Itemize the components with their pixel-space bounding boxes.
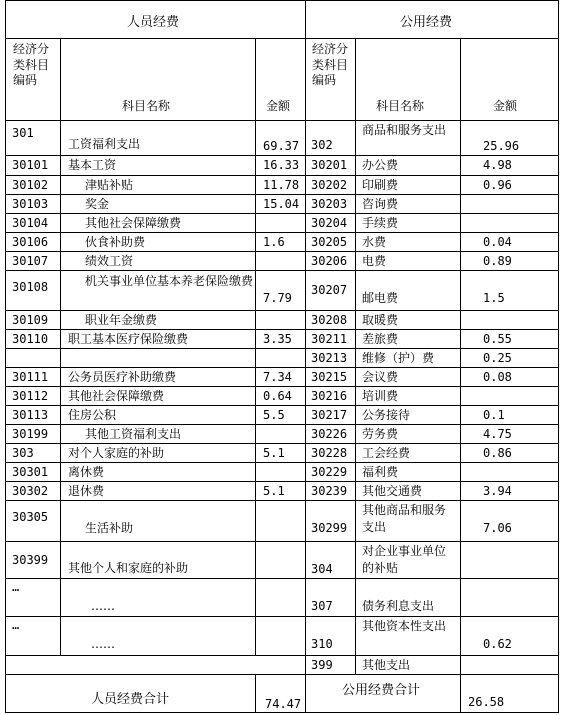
left-row-code: 30302 — [12, 484, 49, 498]
left-row-name: 退休费 — [68, 484, 105, 498]
left-row-name: 其他个人和家庭的补助 — [68, 561, 189, 575]
left-row-name: 奖金 — [85, 197, 110, 211]
grid-line — [305, 674, 559, 675]
grid-line — [305, 541, 559, 542]
left-row-code: 30305 — [12, 510, 49, 524]
grid-line — [5, 443, 306, 444]
grid-line — [5, 155, 306, 156]
grid-line — [305, 194, 559, 195]
grid-line — [305, 310, 559, 311]
right-row-amount: 0.55 — [483, 332, 512, 346]
grid-line — [5, 578, 306, 579]
left-row-amount: 11.78 — [263, 178, 300, 192]
left-row-name: 职业年金缴费 — [85, 313, 158, 327]
left-row-amount: 1.6 — [263, 235, 285, 249]
left-row-code: 30103 — [12, 197, 49, 211]
right-row-code: 399 — [311, 658, 333, 672]
left-row-name: 其他工资福利支出 — [85, 427, 182, 441]
right-row-amount: 0.86 — [483, 446, 512, 460]
grid-line — [255, 674, 256, 713]
right-row-name: 办公费 — [362, 158, 399, 172]
left-row-code: 30113 — [12, 408, 49, 422]
right-row-code: 30206 — [311, 254, 348, 268]
grid-line — [5, 251, 306, 252]
right-row-code: 30201 — [311, 158, 348, 172]
grid-line — [255, 38, 256, 656]
left-row-name: 其他社会保障缴费 — [68, 389, 165, 403]
right-row-code: 30228 — [311, 446, 348, 460]
right-row-name: 其他支出 — [362, 658, 411, 672]
grid-line — [5, 120, 306, 121]
left-row-name: 离休费 — [68, 465, 105, 479]
right-row-name: 维修（护）费 — [362, 351, 435, 365]
left-row-code: 30301 — [12, 465, 49, 479]
grid-line — [5, 0, 6, 713]
grid-line — [5, 481, 306, 482]
grid-line — [5, 405, 306, 406]
grid-line — [305, 367, 559, 368]
left-row-code: 301 — [12, 126, 34, 140]
right-row-code: 302 — [311, 138, 333, 152]
right-row-name: 福利费 — [362, 465, 399, 479]
left-row-amount: 16.33 — [263, 158, 300, 172]
right-total-label: 公用经费合计 — [342, 683, 421, 698]
left-row-code: 30102 — [12, 178, 49, 192]
right-row-name: 债务利息支出 — [362, 599, 435, 613]
right-row-name: 印刷费 — [362, 178, 399, 192]
right-row-code: 30229 — [311, 465, 348, 479]
grid-line — [5, 712, 559, 713]
grid-line — [5, 310, 306, 311]
left-total-value: 74.47 — [265, 697, 302, 711]
grid-line — [60, 38, 61, 656]
grid-line — [305, 424, 559, 425]
grid-line — [5, 541, 306, 542]
expense-table — [5, 0, 559, 713]
left-row-amount: 5.1 — [263, 446, 285, 460]
right-row-name: 其他商品和服务支出 — [362, 503, 447, 534]
grid-line — [305, 405, 559, 406]
right-row-code: 304 — [311, 562, 333, 576]
grid-line — [305, 155, 559, 156]
left-row-name: 对个人家庭的补助 — [68, 446, 165, 460]
grid-line — [5, 348, 306, 349]
right-amount-header: 金额 — [493, 99, 518, 113]
left-row-name: 其他社会保障缴费 — [85, 216, 182, 230]
right-row-amount: 0.96 — [483, 178, 512, 192]
right-row-name: 手续费 — [362, 216, 399, 230]
grid-line — [305, 481, 559, 482]
left-row-code: 30104 — [12, 216, 49, 230]
right-row-name: 对企业事业单位的补贴 — [362, 544, 447, 575]
right-row-code: 30217 — [311, 408, 348, 422]
right-row-code: 310 — [311, 637, 333, 651]
grid-line — [5, 194, 306, 195]
right-row-code: 307 — [311, 599, 333, 613]
left-row-name: 津贴补贴 — [85, 178, 134, 192]
grid-line — [305, 443, 559, 444]
left-row-amount: 3.35 — [263, 332, 292, 346]
left-name-header: 科目名称 — [122, 99, 171, 113]
left-row-name: 工资福利支出 — [68, 137, 141, 151]
grid-line — [305, 329, 559, 330]
grid-line — [460, 38, 461, 675]
grid-line — [305, 270, 559, 271]
left-row-name: …… — [91, 637, 115, 651]
left-row-code: 30107 — [12, 254, 49, 268]
left-row-name: 住房公积 — [68, 408, 117, 422]
right-row-amount: 1.5 — [483, 291, 505, 305]
right-row-code: 30207 — [311, 283, 348, 297]
left-row-amount: 5.5 — [263, 408, 285, 422]
right-row-name: 其他交通费 — [362, 484, 423, 498]
left-row-amount: 7.34 — [263, 370, 292, 384]
right-row-code: 30226 — [311, 427, 348, 441]
left-row-amount: 0.64 — [263, 389, 292, 403]
grid-line — [305, 120, 559, 121]
right-row-name: 差旅费 — [362, 332, 399, 346]
grid-line — [5, 462, 306, 463]
right-code-header: 经济分类科目编码 — [312, 42, 349, 87]
right-row-amount: 0.25 — [483, 351, 512, 365]
grid-line — [305, 616, 559, 617]
right-row-code: 30208 — [311, 313, 348, 327]
left-row-code: … — [12, 618, 20, 632]
right-name-header: 科目名称 — [376, 99, 425, 113]
left-row-code: 30109 — [12, 313, 49, 327]
grid-line — [5, 270, 306, 271]
grid-line — [5, 616, 306, 617]
grid-line — [5, 329, 306, 330]
right-row-name: 水费 — [362, 235, 387, 249]
right-row-name: 劳务费 — [362, 427, 399, 441]
right-row-code: 30203 — [311, 197, 348, 211]
grid-line — [5, 38, 559, 39]
grid-line — [305, 175, 559, 176]
left-row-code: 30108 — [12, 280, 49, 294]
left-row-name: 绩效工资 — [85, 254, 134, 268]
right-row-name: 工会经费 — [362, 446, 411, 460]
grid-line — [355, 38, 356, 675]
right-row-code: 30239 — [311, 484, 348, 498]
right-row-code: 30202 — [311, 178, 348, 192]
grid-line — [5, 674, 306, 675]
grid-line — [305, 386, 559, 387]
left-row-code: 30101 — [12, 158, 49, 172]
grid-line — [5, 424, 306, 425]
grid-line — [5, 500, 306, 501]
right-row-code: 30215 — [311, 370, 348, 384]
grid-line — [305, 655, 559, 656]
right-row-amount: 25.96 — [483, 139, 520, 153]
left-total-label: 人员经费合计 — [91, 692, 170, 707]
right-row-amount: 7.06 — [483, 521, 512, 535]
right-row-amount: 4.75 — [483, 427, 512, 441]
right-row-code: 30216 — [311, 389, 348, 403]
right-row-name: 会议费 — [362, 370, 399, 384]
grid-line — [305, 500, 559, 501]
right-row-name: 商品和服务支出 — [362, 123, 447, 137]
grid-line — [305, 213, 559, 214]
grid-line — [5, 175, 306, 176]
right-row-amount: 0.62 — [483, 637, 512, 651]
grid-line — [5, 655, 306, 656]
left-row-amount: 7.79 — [263, 291, 292, 305]
left-row-name: 机关事业单位基本养老保险缴费 — [85, 274, 254, 288]
right-section-title: 公用经费 — [400, 15, 453, 30]
left-row-amount: 15.04 — [263, 197, 300, 211]
right-row-name: 电费 — [362, 254, 387, 268]
grid-line — [305, 578, 559, 579]
right-row-amount: 0.1 — [483, 408, 505, 422]
left-row-amount: 5.1 — [263, 484, 285, 498]
grid-line — [460, 674, 461, 713]
grid-line — [305, 251, 559, 252]
left-row-amount: 69.37 — [263, 139, 300, 153]
right-row-name: 咨询费 — [362, 197, 399, 211]
right-row-code: 30211 — [311, 332, 348, 346]
grid-line — [305, 0, 306, 713]
left-row-code: … — [12, 580, 20, 594]
left-row-name: 伙食补助费 — [85, 235, 146, 249]
right-row-amount: 0.89 — [483, 254, 512, 268]
right-row-amount: 4.98 — [483, 158, 512, 172]
left-row-name: 基本工资 — [68, 158, 117, 172]
left-row-code: 30399 — [12, 553, 49, 567]
left-row-name: 生活补助 — [85, 521, 134, 535]
grid-line — [305, 348, 559, 349]
grid-line — [558, 0, 559, 713]
left-row-name: 职工基本医疗保险缴费 — [68, 332, 189, 346]
grid-line — [305, 232, 559, 233]
left-row-name: 公务员医疗补助缴费 — [68, 370, 177, 384]
left-row-code: 30111 — [12, 370, 49, 384]
left-row-code: 30199 — [12, 427, 49, 441]
right-row-code: 30299 — [311, 521, 348, 535]
right-row-code: 30205 — [311, 235, 348, 249]
left-amount-header: 金额 — [266, 99, 291, 113]
right-row-amount: 0.08 — [483, 370, 512, 384]
grid-line — [5, 232, 306, 233]
right-row-amount: 0.04 — [483, 235, 512, 249]
left-row-name: …… — [91, 599, 115, 613]
left-row-code: 303 — [12, 446, 34, 460]
grid-line — [5, 386, 306, 387]
right-row-name: 公务接待 — [362, 408, 411, 422]
right-row-code: 30213 — [311, 351, 348, 365]
right-row-code: 30204 — [311, 216, 348, 230]
grid-line — [5, 213, 306, 214]
right-row-name: 取暖费 — [362, 313, 399, 327]
grid-line — [5, 367, 306, 368]
right-row-name: 其他资本性支出 — [362, 619, 447, 633]
left-row-code: 30110 — [12, 332, 49, 346]
left-section-title: 人员经费 — [127, 15, 180, 30]
right-total-value: 26.58 — [468, 695, 505, 709]
left-row-code: 30112 — [12, 389, 49, 403]
right-row-name: 邮电费 — [362, 291, 399, 305]
left-code-header: 经济分类科目编码 — [13, 42, 50, 87]
right-row-amount: 3.94 — [483, 484, 512, 498]
left-row-code: 30106 — [12, 235, 49, 249]
grid-line — [305, 462, 559, 463]
grid-line — [5, 0, 559, 1]
right-row-name: 培训费 — [362, 389, 399, 403]
